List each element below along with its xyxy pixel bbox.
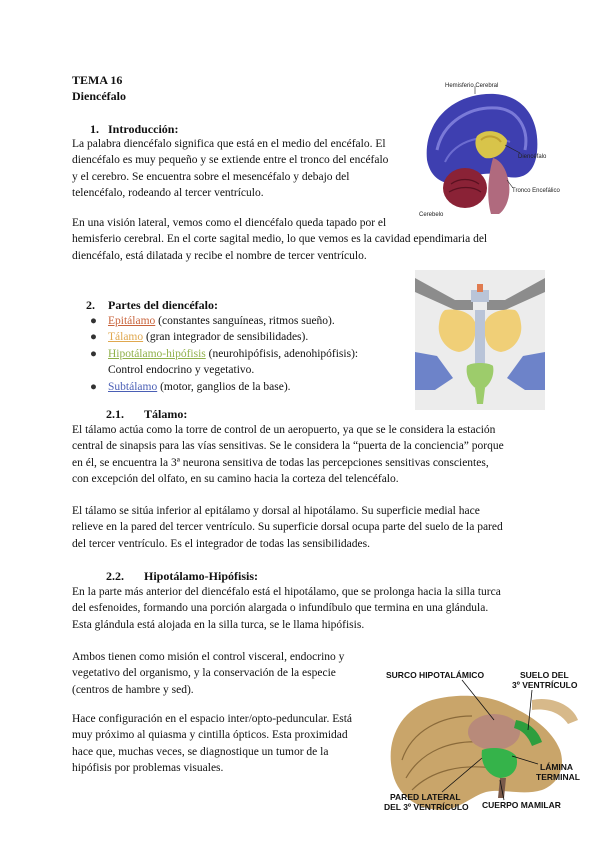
label-lamina-2: TERMINAL — [536, 772, 580, 782]
section-1-title: Introducción: — [108, 122, 179, 136]
document-title: Diencéfalo — [72, 89, 126, 103]
list-item: ● Epitálamo (constantes sanguíneas, ritmos sueño). — [90, 315, 335, 327]
section-2-title: Partes del diencéfalo: — [108, 298, 218, 312]
label-suelo-ventriculo-2: 3º VENTRÍCULO — [512, 680, 578, 690]
link-talamo[interactable]: Tálamo — [108, 331, 144, 344]
hypothalamus-sagittal-figure — [382, 660, 594, 822]
thalamus-paragraph-2: El tálamo se sitúa inferior al epitálamo y dorsal al hipotálamo. Su superficie medial hace relieve en la pared del tercer ventrículo. Su superficie dorsal ocupa parte del suelo de la pared del tercer ventrículo. Es el integrador de todas las sensibilidades. — [72, 505, 503, 550]
label-pared-lateral-1: PARED LATERAL — [390, 792, 461, 802]
link-subtalamo[interactable]: Subtálamo — [108, 380, 158, 393]
list-item: ● Hipotálamo-hipófisis (neurohipófisis, adenohipófisis): Control endocrino y vegetativo. — [90, 347, 359, 377]
list-item: ● Subtálamo (motor, ganglios de la base). — [90, 380, 291, 393]
hypothalamus-paragraph-1: En la parte más anterior del diencéfalo está el hipotálamo, que se prolonga hacia la silla turca del esfenoides, formando una porción alargada o infundíbulo que termina en una glándula. Esta glándula está alojada en la silla turca, se le llama hipófisis. — [72, 586, 501, 631]
section-2-2-number: 2.2. — [106, 569, 124, 583]
label-suelo-ventriculo-1: SUELO DEL — [520, 670, 569, 680]
parts-list — [90, 313, 400, 395]
label-lamina-1: LÁMINA — [540, 762, 574, 772]
intro-paragraph-2: En una visión lateral, vemos como el diencéfalo queda tapado por el hemisferio cerebral. En el corte sagital medio, lo que vemos es la cavidad ependimaria del diencéfalo, está dilatada y recibe el nombre de tercer ventrículo. — [72, 217, 488, 262]
label-surco-hipotalamico: SURCO HIPOTALÁMICO — [386, 670, 485, 680]
section-2-1-number: 2.1. — [106, 407, 124, 421]
link-hipotalamo[interactable]: Hipotálamo-hipófisis — [108, 347, 206, 360]
thalamus-paragraph-1: El tálamo actúa como la torre de control de un aeropuerto, ya que se le considera la estación central de sinapsis para las vías sensitivas. Se le considera la “puerta de la conciencia” porque en él, se encuentra la 3ª neurona sensitiva de todas las percepciones sensitivas conscientes, con excepción del olfato, en su camino hacia la corteza del telencéfalo. — [72, 424, 504, 486]
section-2-number: 2. — [86, 298, 95, 312]
label-hemisferio: Hemisferio Cerebral — [445, 83, 499, 89]
section-2-1-title: Tálamo: — [144, 407, 188, 421]
brain-sagittal-figure — [415, 80, 560, 220]
list-item: ● Tálamo (gran integrador de sensibilidades). — [90, 331, 309, 344]
label-tronco: Tronco Encefálico — [512, 188, 560, 194]
link-epitalamo[interactable]: Epitálamo — [108, 315, 156, 327]
label-diencefalo: Diencéfalo — [518, 154, 547, 160]
epithalamus-shape — [477, 284, 483, 292]
hypothalamus-paragraph-3: Hace configuración en el espacio inter/opto-peduncular. Está muy próximo al quiasma y cintilla ópticos. Esta proximidad hace que, muchas veces, se diagnostique un tumor de la hipófisis por problemas visuales. — [72, 713, 353, 775]
diencephalon-parts-figure — [415, 270, 545, 410]
label-pared-lateral-2: DEL 3º VENTRÍCULO — [384, 802, 469, 812]
hypothalamus-paragraph-2: Ambos tienen como misión el control visceral, endocrino y vegetativo del organismo, y la conservación de la especie (centros de hambre y sed). — [72, 651, 345, 696]
section-2-2-title: Hipotálamo-Hipófisis: — [144, 569, 259, 583]
document-topic: TEMA 16 — [72, 73, 123, 87]
section-1-number: 1. — [90, 122, 99, 136]
label-cerebelo: Cerebelo — [419, 212, 444, 218]
label-cuerpo-mamilar: CUERPO MAMILAR — [482, 800, 561, 810]
intro-paragraph-1: La palabra diencéfalo significa que está en el medio del encéfalo. El diencéfalo es muy pequeño y se extiende entre el tronco del encéfalo y el cerebro. Se encuentra sobre el mesencéfalo y debajo del telencéfalo, rodeando al tercer ventrículo. — [72, 138, 389, 200]
